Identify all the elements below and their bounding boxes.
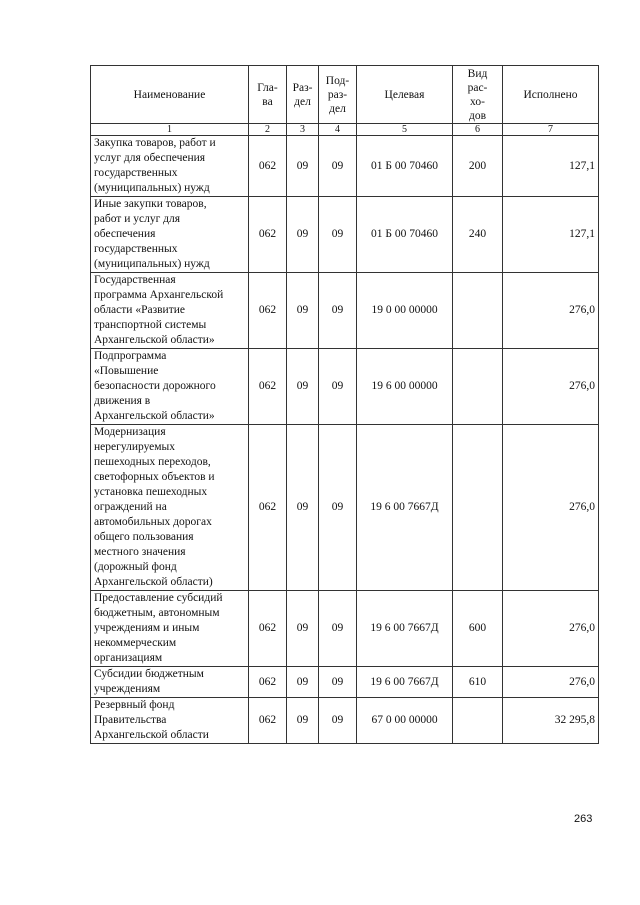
cell-target: 01 Б 00 70460 <box>357 136 453 197</box>
cell-target: 67 0 00 00000 <box>357 698 453 744</box>
cell-section: 09 <box>287 273 319 349</box>
table-row <box>91 273 599 349</box>
cell-subsection: 09 <box>319 197 357 273</box>
cell-expense-type <box>453 349 503 425</box>
cell-chapter: 062 <box>249 667 287 698</box>
cell-chapter: 062 <box>249 136 287 197</box>
cell-section: 09 <box>287 698 319 744</box>
column-number: 2 <box>249 124 287 136</box>
cell-expense-type <box>453 425 503 591</box>
cell-section: 09 <box>287 425 319 591</box>
table-row <box>91 591 599 667</box>
cell-chapter: 062 <box>249 273 287 349</box>
cell-executed: 276,0 <box>503 591 599 667</box>
cell-section: 09 <box>287 349 319 425</box>
cell-subsection: 09 <box>319 667 357 698</box>
cell-expense-type: 610 <box>453 667 503 698</box>
cell-subsection: 09 <box>319 273 357 349</box>
cell-name: Иные закупки товаров, работ и услуг для обеспечения государственных (муниципальных) нужд <box>91 197 249 273</box>
header-target: Целевая <box>357 66 453 124</box>
cell-chapter: 062 <box>249 349 287 425</box>
cell-subsection: 09 <box>319 698 357 744</box>
header-section: Раз- дел <box>287 66 319 124</box>
cell-name: Модернизация нерегулируемых пешеходных переходов, светофорных объектов и установка пешеходных ограждений на автомобильных дорогах общего пользования местного значения (дорожный фонд Архангельской области) <box>91 425 249 591</box>
table-row <box>91 136 599 197</box>
cell-executed: 127,1 <box>503 136 599 197</box>
cell-target: 19 6 00 7667Д <box>357 425 453 591</box>
column-number: 3 <box>287 124 319 136</box>
table-body <box>91 136 599 744</box>
table-header-row <box>91 66 599 124</box>
column-number-row <box>91 124 599 136</box>
page-number: 263 <box>574 813 593 825</box>
cell-expense-type <box>453 273 503 349</box>
table-row <box>91 349 599 425</box>
column-number: 1 <box>91 124 249 136</box>
cell-expense-type: 200 <box>453 136 503 197</box>
cell-executed: 276,0 <box>503 425 599 591</box>
cell-name: Предоставление субсидий бюджетным, автономным учреждениям и иным некоммерческим организациям <box>91 591 249 667</box>
cell-subsection: 09 <box>319 136 357 197</box>
cell-executed: 127,1 <box>503 197 599 273</box>
cell-executed: 276,0 <box>503 273 599 349</box>
table-row <box>91 667 599 698</box>
table-row <box>91 698 599 744</box>
cell-executed: 32 295,8 <box>503 698 599 744</box>
column-number: 6 <box>453 124 503 136</box>
cell-name: Государственная программа Архангельской области «Развитие транспортной системы Архангельской области» <box>91 273 249 349</box>
cell-executed: 276,0 <box>503 667 599 698</box>
column-number: 4 <box>319 124 357 136</box>
cell-section: 09 <box>287 591 319 667</box>
cell-expense-type <box>453 698 503 744</box>
header-subsection: Под- раз- дел <box>319 66 357 124</box>
cell-target: 01 Б 00 70460 <box>357 197 453 273</box>
cell-subsection: 09 <box>319 349 357 425</box>
cell-chapter: 062 <box>249 591 287 667</box>
header-chapter: Гла- ва <box>249 66 287 124</box>
column-number: 7 <box>503 124 599 136</box>
cell-subsection: 09 <box>319 425 357 591</box>
cell-chapter: 062 <box>249 197 287 273</box>
cell-chapter: 062 <box>249 698 287 744</box>
cell-expense-type: 600 <box>453 591 503 667</box>
cell-section: 09 <box>287 667 319 698</box>
header-expense-type: Вид рас- хо- дов <box>453 66 503 124</box>
cell-name: Субсидии бюджетным учреждениям <box>91 667 249 698</box>
cell-target: 19 6 00 7667Д <box>357 591 453 667</box>
cell-target: 19 6 00 00000 <box>357 349 453 425</box>
cell-subsection: 09 <box>319 591 357 667</box>
header-name: Наименование <box>91 66 249 124</box>
cell-chapter: 062 <box>249 425 287 591</box>
cell-section: 09 <box>287 136 319 197</box>
cell-target: 19 6 00 7667Д <box>357 667 453 698</box>
cell-section: 09 <box>287 197 319 273</box>
cell-expense-type: 240 <box>453 197 503 273</box>
cell-target: 19 0 00 00000 <box>357 273 453 349</box>
cell-name: Резервный фонд Правительства Архангельской области <box>91 698 249 744</box>
table-row <box>91 425 599 591</box>
cell-executed: 276,0 <box>503 349 599 425</box>
budget-execution-table <box>90 65 599 744</box>
cell-name: Закупка товаров, работ и услуг для обеспечения государственных (муниципальных) нужд <box>91 136 249 197</box>
column-number: 5 <box>357 124 453 136</box>
cell-name: Подпрограмма «Повышение безопасности дорожного движения в Архангельской области» <box>91 349 249 425</box>
header-executed: Исполнено <box>503 66 599 124</box>
table-row <box>91 197 599 273</box>
